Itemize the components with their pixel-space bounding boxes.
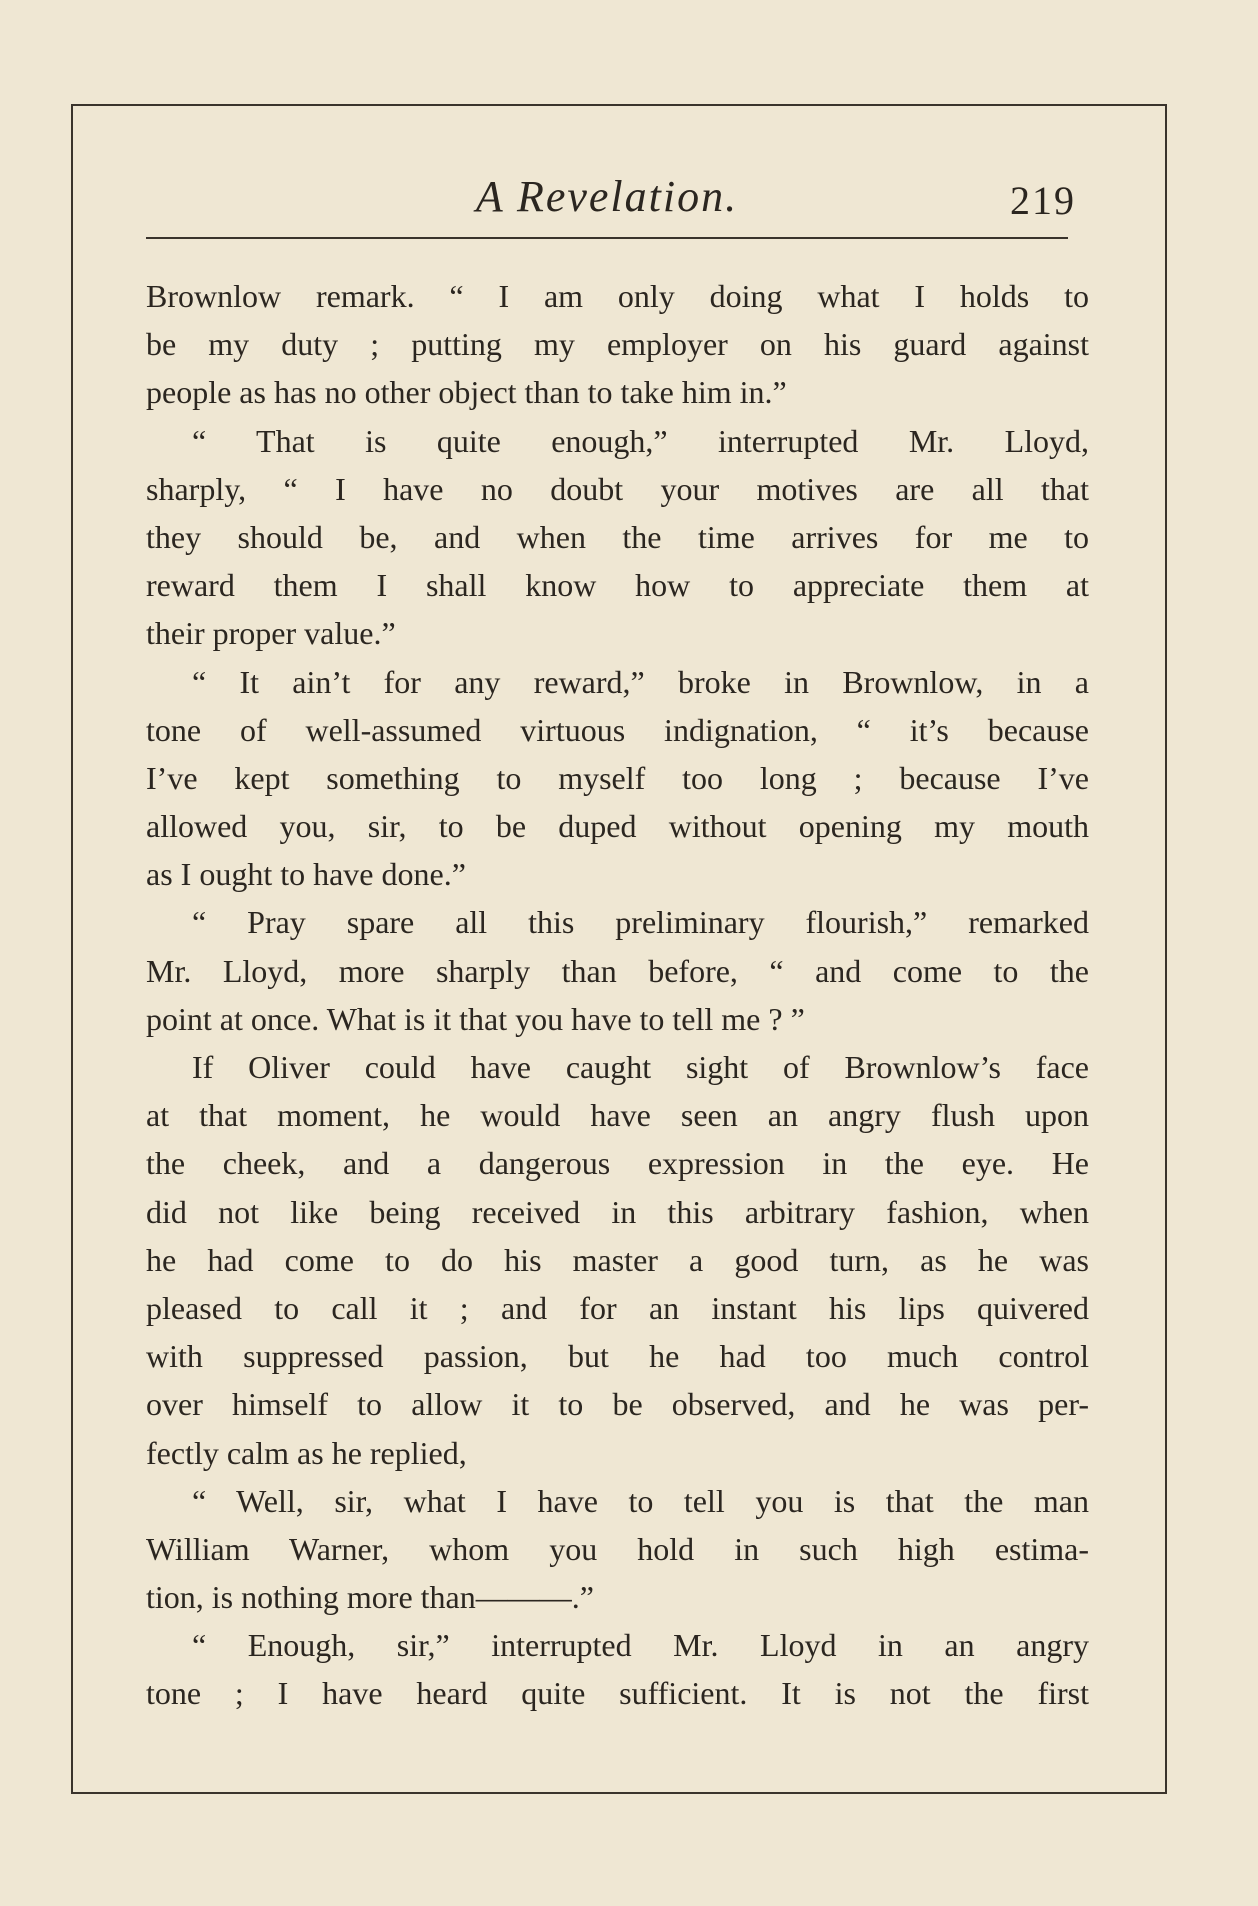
text-line: they should be, and when the time arrives for me to — [146, 518, 1089, 555]
text-line: the cheek, and a dangerous expression in the eye. He — [146, 1145, 1089, 1182]
text-line: as I ought to have done.” — [146, 856, 466, 893]
text-line: over himself to allow it to be observed, and he was per- — [146, 1386, 1089, 1423]
body-text — [146, 272, 1089, 1718]
text-line: I’ve kept something to myself too long ; because I’ve — [146, 759, 1089, 796]
text-line: “ It ain’t for any reward,” broke in Brownlow, in a — [192, 663, 1089, 700]
text-line: be my duty ; putting my employer on his guard against — [146, 326, 1089, 363]
text-line: sharply, “ I have no doubt your motives are all that — [146, 470, 1089, 507]
text-line: people as has no other object than to take him in.” — [146, 374, 787, 411]
text-line: William Warner, whom you hold in such high estima- — [146, 1530, 1089, 1567]
text-line: Mr. Lloyd, more sharply than before, “ and come to the — [146, 952, 1089, 989]
text-line: “ That is quite enough,” interrupted Mr. Lloyd, — [192, 422, 1089, 459]
text-line: point at once. What is it that you have to tell me ? ” — [146, 1000, 805, 1037]
text-line: If Oliver could have caught sight of Brownlow’s face — [192, 1049, 1089, 1085]
text-line: he had come to do his master a good turn, as he was — [146, 1241, 1089, 1278]
text-line: “ Pray spare all this preliminary flourish,” remarked — [192, 904, 1089, 941]
text-line: their proper value.” — [146, 615, 396, 652]
running-head — [146, 168, 1076, 238]
text-line: Brownlow remark. “ I am only doing what I holds to — [146, 278, 1089, 314]
text-line: “ Well, sir, what I have to tell you is that the man — [192, 1482, 1089, 1519]
text-line: allowed you, sir, to be duped without opening my mouth — [146, 808, 1089, 845]
running-title: A Revelation. — [475, 172, 739, 221]
text-line: tone of well-assumed virtuous indignation, “ it’s because — [146, 711, 1089, 748]
text-line: tone ; I have heard quite sufficient. It is not the first — [146, 1675, 1089, 1712]
page-number: 219 — [1010, 178, 1076, 223]
text-line: reward them I shall know how to appreciate them at — [146, 567, 1089, 604]
text-line: tion, is nothing more than———.” — [146, 1579, 594, 1616]
text-line: with suppressed passion, but he had too much control — [146, 1338, 1089, 1375]
text-line: did not like being received in this arbitrary fashion, when — [146, 1193, 1089, 1230]
text-line: pleased to call it ; and for an instant his lips quivered — [146, 1289, 1089, 1326]
header-rule — [146, 237, 1068, 239]
text-line: at that moment, he would have seen an angry flush upon — [146, 1097, 1089, 1134]
text-line: fectly calm as he replied, — [146, 1434, 467, 1471]
text-line: “ Enough, sir,” interrupted Mr. Lloyd in an angry — [192, 1627, 1089, 1664]
